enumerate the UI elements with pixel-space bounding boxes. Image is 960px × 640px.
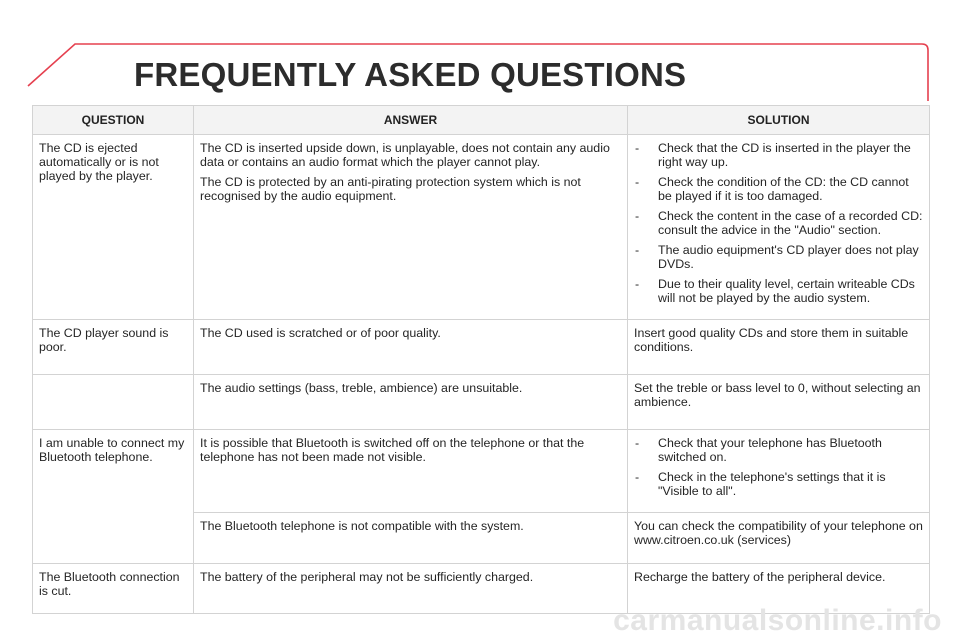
solution-item: - Check the content in the case of a recorded CD: consult the advice in the "Audio" section. <box>634 209 923 237</box>
question-cell: The Bluetooth connection is cut. <box>33 564 194 614</box>
question-cell <box>33 375 194 430</box>
solution-cell: Recharge the battery of the peripheral device. <box>628 564 930 614</box>
solution-list <box>634 141 923 305</box>
faq-table <box>32 105 930 614</box>
solution-item: - The audio equipment's CD player does not play DVDs. <box>634 243 923 271</box>
question-cell: The CD player sound is poor. <box>33 320 194 375</box>
solution-item: - Check the condition of the CD: the CD cannot be played if it is too damaged. <box>634 175 923 203</box>
solution-cell: Insert good quality CDs and store them in suitable conditions. <box>628 320 930 375</box>
table-header-row <box>33 106 930 135</box>
solution-item: - Due to their quality level, certain writeable CDs will not be played by the audio system. <box>634 277 923 305</box>
page-title: FREQUENTLY ASKED QUESTIONS <box>134 56 687 93</box>
watermark: carmanualsonline.info <box>613 604 942 637</box>
answer-cell <box>194 135 628 320</box>
answer-cell: It is possible that Bluetooth is switched off on the telephone or that the telephone has not been made not visible. <box>194 430 628 513</box>
answer-cell: The Bluetooth telephone is not compatible with the system. <box>194 513 628 564</box>
column-header-question: QUESTION <box>33 106 194 135</box>
answer-paragraph: The CD is inserted upside down, is unplayable, does not contain any audio data or contains an audio format which the player cannot play. <box>200 141 610 169</box>
solution-item: - Check in the telephone's settings that it is "Visible to all". <box>634 470 923 498</box>
solution-cell <box>628 430 930 513</box>
table-row <box>33 135 930 320</box>
solution-cell <box>628 135 930 320</box>
answer-cell: The battery of the peripheral may not be sufficiently charged. <box>194 564 628 614</box>
answer-paragraph: The CD is protected by an anti-pirating protection system which is not recognised by the audio equipment. <box>200 175 581 203</box>
solution-cell: Set the treble or bass level to 0, without selecting an ambience. <box>628 375 930 430</box>
table-row <box>33 430 930 513</box>
column-header-solution: SOLUTION <box>628 106 930 135</box>
table-row <box>33 320 930 375</box>
column-header-answer: ANSWER <box>194 106 628 135</box>
question-cell: I am unable to connect my Bluetooth telephone. <box>33 430 194 564</box>
table-row <box>33 375 930 430</box>
solution-item: - Check that the CD is inserted in the player the right way up. <box>634 141 923 169</box>
solution-cell: You can check the compatibility of your telephone on www.citroen.co.uk (services) <box>628 513 930 564</box>
solution-item: - Check that your telephone has Bluetooth switched on. <box>634 436 923 464</box>
answer-cell: The CD used is scratched or of poor quality. <box>194 320 628 375</box>
answer-cell: The audio settings (bass, treble, ambience) are unsuitable. <box>194 375 628 430</box>
solution-list <box>634 436 923 498</box>
question-cell: The CD is ejected automatically or is not played by the player. <box>33 135 194 320</box>
